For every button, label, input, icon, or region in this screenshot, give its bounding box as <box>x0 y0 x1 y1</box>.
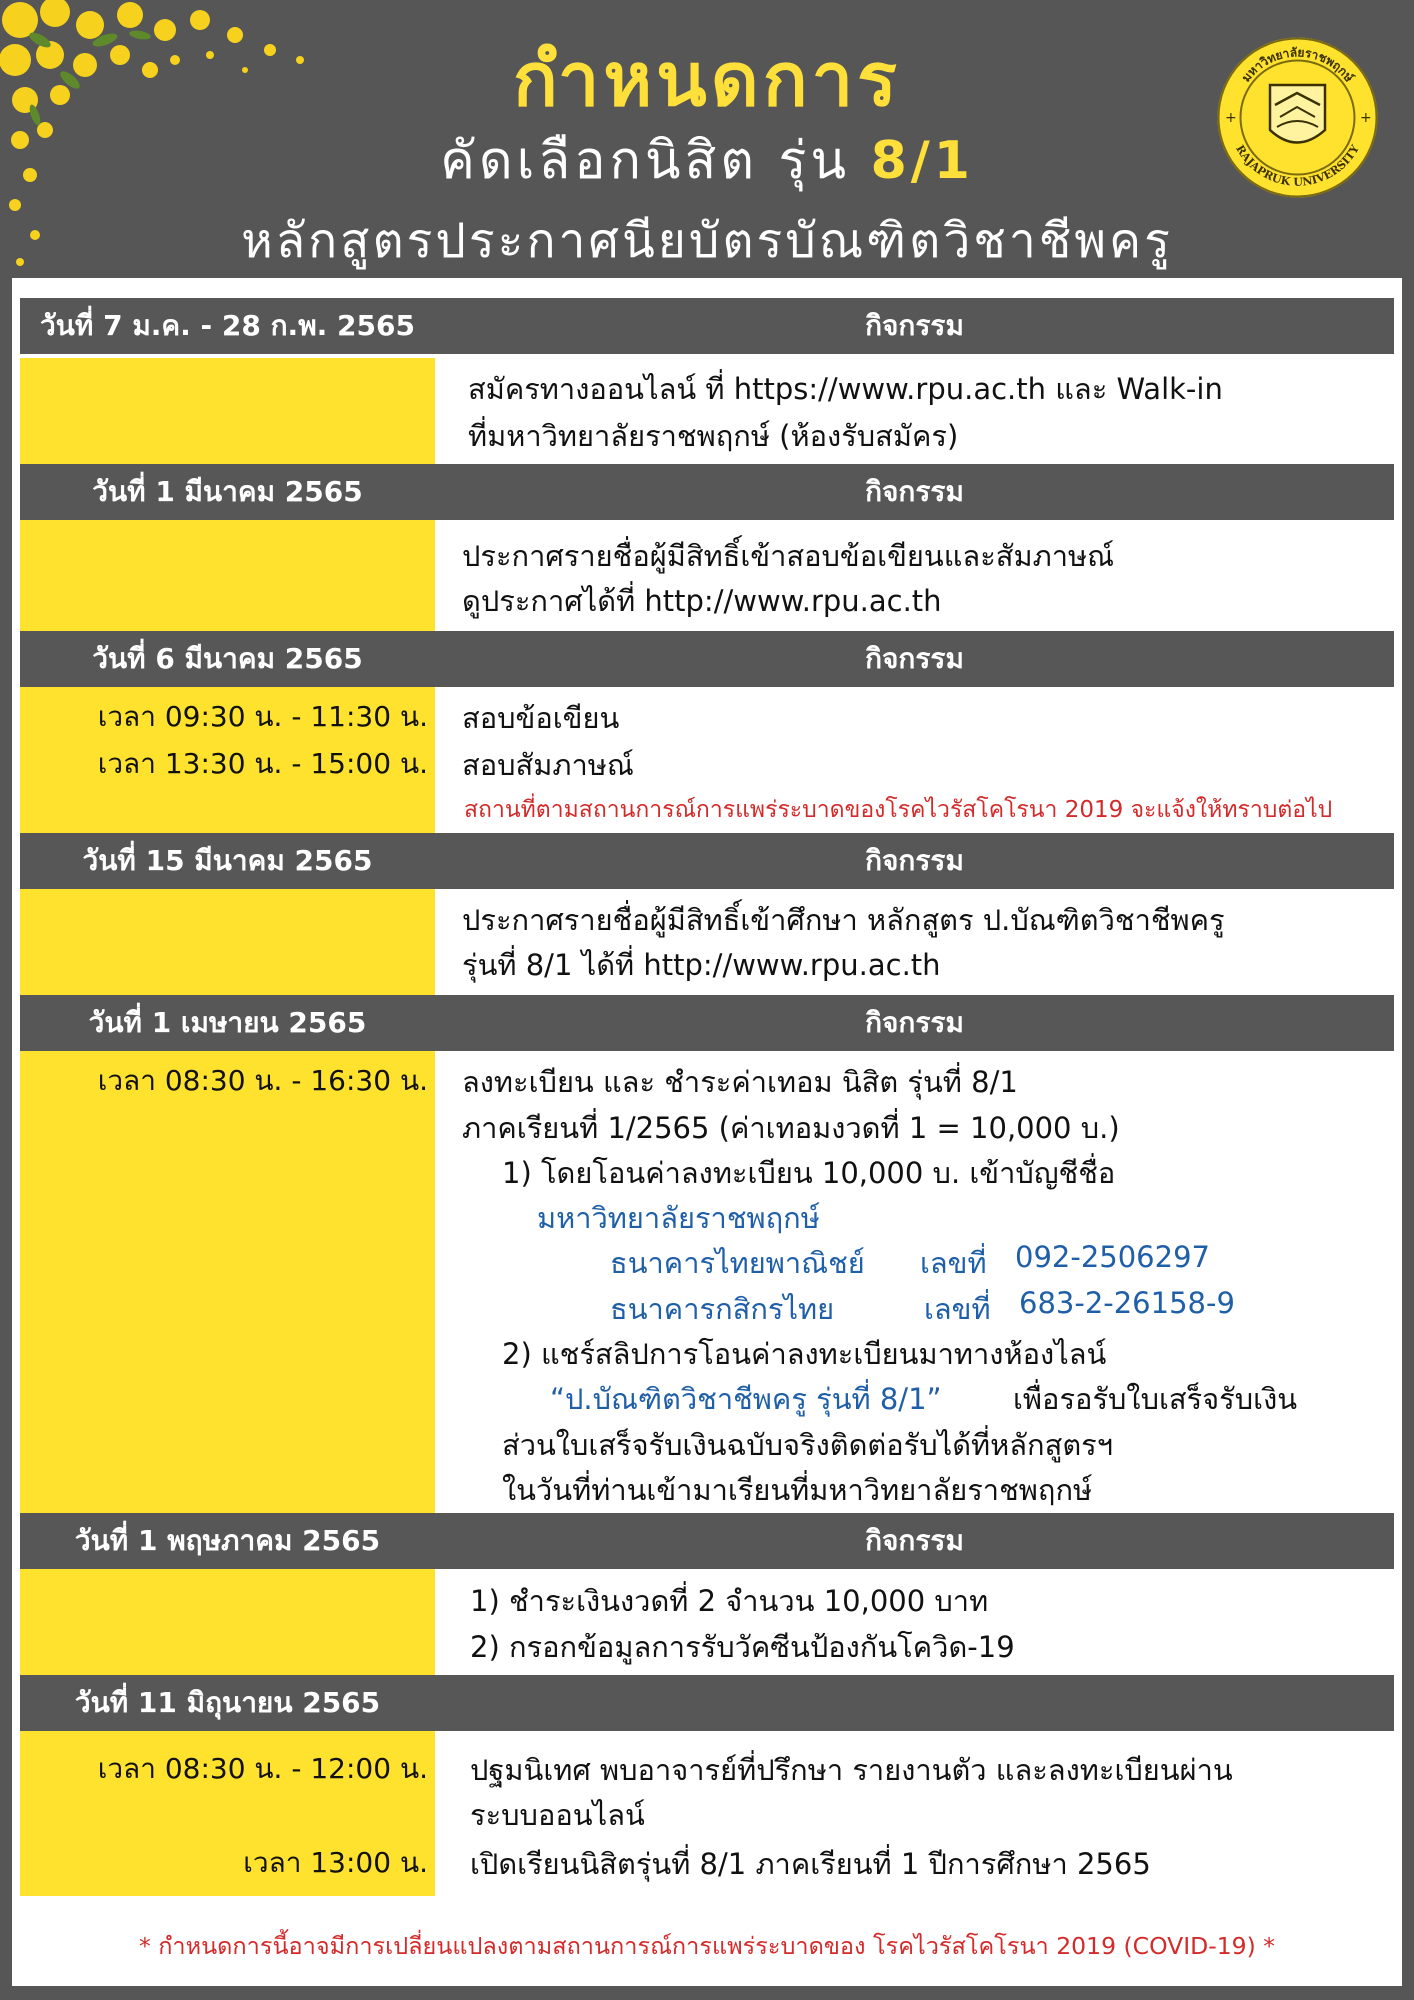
section-activity-label: กิจกรรม <box>865 1524 964 1557</box>
activity-line: ดูประกาศได้ที่ http://www.rpu.ac.th <box>462 584 942 618</box>
time-slot: เวลา 08:30 น. - 12:00 น. <box>97 1752 428 1785</box>
program-name: หลักสูตรประกาศนียบัตรบัณฑิตวิชาชีพครู <box>241 213 1173 269</box>
cohort-number: 8/1 <box>870 131 974 191</box>
time-slot: เวลา 09:30 น. - 11:30 น. <box>97 700 428 733</box>
section-activity-label: กิจกรรม <box>865 475 964 508</box>
section-date: วันที่ 6 มีนาคม 2565 <box>92 642 363 675</box>
seal-thai-text: มหาวิทยาลัยราชพฤกษ์ <box>1238 45 1357 85</box>
section-date: วันที่ 7 ม.ค. - 28 ก.พ. 2565 <box>40 309 415 342</box>
schedule-panel <box>12 278 1402 1986</box>
section-date: วันที่ 1 เมษายน 2565 <box>88 1006 367 1039</box>
activity-line: ระบบออนไลน์ <box>470 1798 645 1832</box>
activity-line: สอบสัมภาษณ์ <box>462 748 634 782</box>
account-number: 092-2506297 <box>1015 1240 1210 1274</box>
activity-line: ลงทะเบียน และ ชำระค่าเทอม นิสิต รุ่นที่ 8/1 <box>462 1065 1018 1099</box>
section-header <box>20 631 1394 687</box>
account-number: 683-2-26158-9 <box>1019 1286 1235 1320</box>
activity-line: ในวันที่ท่านเข้ามาเรียนที่มหาวิทยาลัยราชพฤกษ์ <box>502 1473 1093 1507</box>
section-date: วันที่ 1 มีนาคม 2565 <box>92 475 363 508</box>
activity-line: ปฐมนิเทศ พบอาจารย์ที่ปรึกษา รายงานตัว และลงทะเบียนผ่าน <box>470 1753 1233 1787</box>
activity-line: รุ่นที่ 8/1 ได้ที่ http://www.rpu.ac.th <box>462 948 941 982</box>
page-subtitle <box>0 118 1414 201</box>
activity-line: สมัครทางออนไลน์ ที่ https://www.rpu.ac.th และ Walk-in <box>468 372 1223 406</box>
date-column-bar <box>20 358 435 464</box>
date-column-bar <box>20 889 435 995</box>
seal-english-text: RAJAPRUK UNIVERSITY <box>1233 142 1362 189</box>
activity-line: ประกาศรายชื่อผู้มีสิทธิ์เข้าสอบข้อเขียนและสัมภาษณ์ <box>462 539 1115 573</box>
section-activity-label: กิจกรรม <box>865 309 964 342</box>
activity-line: ภาคเรียนที่ 1/2565 (ค่าเทอมงวดที่ 1 = 10,000 บ.) <box>462 1111 1120 1145</box>
section-activity-label: กิจกรรม <box>865 1006 964 1039</box>
section-header <box>20 298 1394 354</box>
activity-line: 1) โดยโอนค่าลงทะเบียน 10,000 บ. เข้าบัญชีชื่อ <box>502 1156 1116 1190</box>
line-group-name: “ป.บัณฑิตวิชาชีพครู รุ่นที่ 8/1” <box>550 1382 942 1416</box>
section-header <box>20 1513 1394 1569</box>
bank-name: ธนาคารกสิกรไทย <box>610 1292 835 1326</box>
venue-note: สถานที่ตามสถานการณ์การแพร่ระบาดของโรคไวรัสโคโรนา 2019 จะแจ้งให้ทราบต่อไป <box>464 797 1333 823</box>
section-date: วันที่ 11 มิถุนายน 2565 <box>74 1686 381 1719</box>
section-activity-label: กิจกรรม <box>865 844 964 877</box>
svg-text:+: + <box>1225 110 1237 126</box>
section-date: วันที่ 15 มีนาคม 2565 <box>82 844 373 877</box>
account-label: เลขที่ <box>920 1246 987 1280</box>
activity-line: สอบข้อเขียน <box>462 701 620 735</box>
section-header <box>20 1675 1394 1731</box>
activity-line: ประกาศรายชื่อผู้มีสิทธิ์เข้าศึกษา หลักสูตร ป.บัณฑิตวิชาชีพครู <box>462 903 1225 937</box>
account-name: มหาวิทยาลัยราชพฤกษ์ <box>537 1201 820 1235</box>
university-seal-logo <box>1215 35 1380 200</box>
activity-line: 2) กรอกข้อมูลการรับวัคซีนป้องกันโควิด-19 <box>470 1630 1015 1664</box>
bank-name: ธนาคารไทยพาณิชย์ <box>610 1246 865 1280</box>
date-column-bar <box>20 1051 435 1513</box>
activity-line: เพื่อรอรับใบเสร็จรับเงิน <box>1013 1382 1298 1416</box>
time-slot: เวลา 13:00 น. <box>243 1846 428 1879</box>
activity-line: ที่มหาวิทยาลัยราชพฤกษ์ (ห้องรับสมัคร) <box>468 419 959 453</box>
activity-line: เปิดเรียนนิสิตรุ่นที่ 8/1 ภาคเรียนที่ 1 ปีการศึกษา 2565 <box>470 1847 1151 1881</box>
activity-line: 2) แชร์สลิปการโอนค่าลงทะเบียนมาทางห้องไลน์ <box>502 1337 1107 1371</box>
date-column-bar <box>20 1569 435 1675</box>
section-activity-label: กิจกรรม <box>865 642 964 675</box>
header <box>0 0 1414 280</box>
page-title: กำหนดการ <box>513 37 901 123</box>
svg-text:+: + <box>1360 110 1372 126</box>
activity-line: 1) ชำระเงินงวดที่ 2 จำนวน 10,000 บาท <box>470 1584 989 1618</box>
section-date: วันที่ 1 พฤษภาคม 2565 <box>74 1524 381 1557</box>
date-column-bar <box>20 520 435 631</box>
section-header <box>20 833 1394 889</box>
section-header <box>20 464 1394 520</box>
time-slot: เวลา 08:30 น. - 16:30 น. <box>97 1064 428 1097</box>
account-label: เลขที่ <box>924 1292 991 1326</box>
activity-line: ส่วนใบเสร็จรับเงินฉบับจริงติดต่อรับได้ที่หลักสูตรฯ <box>502 1428 1114 1462</box>
section-header <box>20 995 1394 1051</box>
subtitle-text: คัดเลือกนิสิต รุ่น <box>440 131 851 191</box>
time-slot: เวลา 13:30 น. - 15:00 น. <box>97 747 428 780</box>
footer-disclaimer: * กำหนดการนี้อาจมีการเปลี่ยนแปลงตามสถานการณ์การแพร่ระบาดของ โรคไวรัสโคโรนา 2019 (COVID-19) * <box>138 1932 1276 1960</box>
